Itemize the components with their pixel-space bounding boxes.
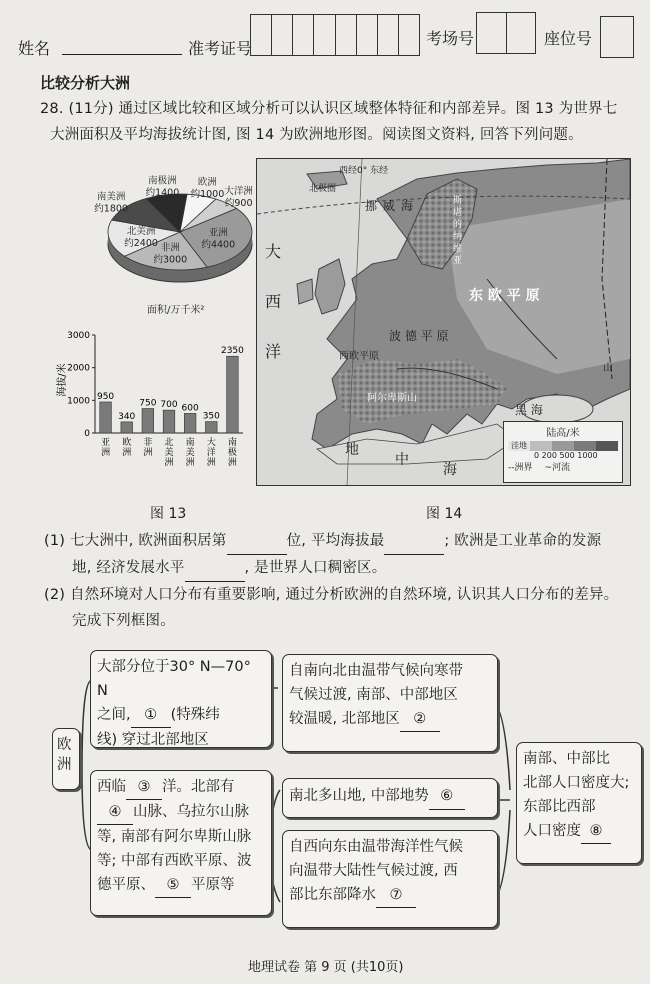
map-label-atlantic-1: 大	[265, 242, 282, 261]
bar-value-label-0: 950	[96, 391, 115, 402]
frame-box-terrain: 西临 ③ 洋。北部有 ④ 山脉、乌拉尔山脉 等, 南部有阿尔卑斯山脉 等; 中部有西欧平原、波 德平原、 ⑤ 平原等	[90, 770, 272, 916]
map-label-alps: 阿尔卑斯山	[367, 393, 417, 404]
blank-7[interactable]: ⑦	[376, 883, 416, 908]
frame-box-population: 南部、中部比 北部人口密度大; 东部比西部 人口密度 ⑧	[516, 742, 642, 864]
bar-y-axis-label: 海拔/米	[57, 363, 68, 397]
blank-1[interactable]: ①	[131, 703, 171, 728]
bar-y-tick-0: 3000	[67, 331, 90, 341]
map-label-polish-german-plain: 波 德 平 原	[389, 329, 449, 343]
pie-label-value-0: 约4400	[201, 239, 236, 251]
sub1-text-d: 地, 经济发展水平	[72, 560, 185, 576]
blank-2[interactable]: ②	[400, 707, 440, 732]
pie-label-name-2: 北美洲	[126, 225, 156, 237]
bar-y-tick-1: 2000	[67, 363, 90, 374]
blank-6[interactable]: ⑥	[429, 783, 465, 810]
map-label-west-european-plain: 西欧平原	[339, 351, 379, 362]
frame-box-europe: 欧洲	[52, 728, 80, 790]
b1-line-3: 线) 穿过北部地区	[97, 732, 209, 748]
bar-1	[121, 422, 133, 433]
pie-label-name-4: 南极洲	[148, 175, 177, 187]
map-label-east-european-plain: 东 欧 平 原	[469, 288, 540, 304]
sub1-text-c: ; 欧洲是工业革命的发源	[444, 533, 602, 549]
seat-boxes[interactable]	[600, 16, 634, 58]
pie-label-value-3: 约1800	[94, 203, 128, 215]
bar-value-label-6: 2350	[220, 346, 244, 357]
pie-label-value-4: 约1400	[145, 187, 180, 199]
bar-chart	[55, 325, 255, 475]
map-label-arctic-circle: 北极圈	[309, 184, 337, 194]
sub1-text-b: 位, 平均海拔最	[286, 533, 385, 549]
bar-category-label-2: 非洲	[143, 438, 153, 458]
europe-map	[256, 158, 631, 486]
b1-line-1: 大部分位于30° N—70° N	[97, 659, 251, 699]
legend-title: 陆高/米	[546, 428, 580, 439]
pie-label-name-1: 非洲	[160, 242, 180, 254]
sub-question-1	[44, 528, 644, 582]
figure-13-caption: 图 13	[150, 506, 187, 522]
map-label-atlantic-3: 洋	[265, 342, 282, 361]
sub1-blank-elevation[interactable]	[384, 528, 444, 555]
pie-label-value-1: 约3000	[153, 254, 188, 266]
bar-value-label-5: 350	[202, 411, 220, 422]
pie-label-value-6: 约900	[224, 197, 253, 209]
bar-4	[184, 413, 196, 433]
map-label-longitude: 西经0° 东经	[339, 166, 389, 176]
map-label-norway-sea: 挪威海	[365, 199, 420, 213]
legend-color-scale	[508, 441, 618, 451]
figure-14-caption: 图 14	[426, 506, 463, 522]
bar-y-tick-3: 0	[84, 429, 90, 439]
question-line-2: 大洲面积及平均海拔统计图, 图 14 为欧洲地形图。阅读图文资料, 回答下列问题。	[50, 127, 583, 143]
sub-question-2	[44, 582, 650, 634]
bar-category-label-6: 南极洲	[227, 438, 237, 468]
map-label-atlantic-2: 西	[265, 292, 282, 311]
legend-boundary: 洲界	[514, 463, 533, 473]
sub2-line-2: 完成下列框图。	[72, 613, 175, 629]
bar-y-tick-2: 1000	[67, 396, 90, 407]
pie-chart	[55, 170, 255, 320]
map-label-med-1: 地	[345, 442, 359, 458]
name-label: 姓名	[18, 39, 51, 58]
section-title: 比较分析大洲	[40, 74, 131, 92]
room-label: 考场号	[426, 29, 475, 48]
bar-value-label-1: 340	[118, 411, 136, 422]
map-label-scandinavia: 斯 堪 的 纳 维 亚	[453, 196, 463, 266]
map-label-black-sea: 黑 海	[515, 403, 543, 417]
sub1-blank-economy[interactable]	[185, 555, 245, 582]
bar-category-label-3: 北美洲	[164, 438, 174, 468]
blank-8[interactable]: ⑧	[581, 819, 611, 844]
frame-box-climate-we: 自西向东由温带海洋性气候 向温带大陆性气候过渡, 西 部比东部降水 ⑦	[282, 830, 498, 928]
blank-5[interactable]: ⑤	[155, 873, 191, 898]
bar-2	[142, 409, 154, 434]
frame-box-latitude: 大部分位于30° N—70° N 之间, ① (特殊纬 线) 穿过北部地区	[90, 650, 272, 748]
map-label-med-3: 海	[443, 462, 457, 478]
bar-5	[205, 422, 217, 433]
bar-category-label-1: 欧洲	[122, 438, 132, 458]
legend-lowland: 洼地	[508, 441, 530, 451]
pie-label-name-0: 亚洲	[208, 227, 228, 239]
sub1-text-a: (1) 七大洲中, 欧洲面积居第	[44, 533, 227, 549]
exam-id-boxes[interactable]	[250, 14, 420, 56]
frame-box-climate-ns: 自南向北由温带气候向寒带 气候过渡, 南部、中部地区 较温暖, 北部地区 ②	[282, 654, 498, 752]
bar-6	[227, 356, 239, 433]
legend-river: 河流	[552, 463, 571, 473]
bar-value-label-4: 600	[181, 403, 199, 414]
bar-value-label-2: 750	[139, 398, 157, 409]
map-label-caucasus: 山	[603, 363, 613, 374]
sub1-blank-rank[interactable]	[227, 528, 287, 555]
bar-category-label-0: 亚洲	[101, 438, 111, 458]
frame-box-relief: 南北多山地, 中部地势 ⑥	[282, 778, 498, 818]
bar-category-label-5: 大洋洲	[206, 438, 216, 468]
pie-unit-label: 面积/万千米²	[147, 305, 205, 316]
bar-3	[163, 410, 175, 433]
seat-label: 座位号	[544, 29, 593, 48]
bar-0	[100, 402, 112, 433]
map-label-med-2: 中	[395, 452, 409, 468]
pie-label-value-2: 约2400	[124, 237, 158, 249]
name-field[interactable]	[62, 36, 182, 55]
map-legend: 陆高/米 洼地 0 200 500 1000 --洲界 ~河流	[503, 421, 623, 483]
bar-category-label-4: 南美洲	[185, 438, 195, 468]
room-boxes[interactable]	[476, 12, 536, 54]
pie-label-name-3: 南美洲	[96, 191, 126, 203]
sub2-line-1: (2) 自然环境对人口分布有重要影响, 通过分析欧洲的自然环境, 认识其人口分布的差异。	[44, 587, 619, 603]
blank-4[interactable]: ④	[97, 800, 133, 825]
great-britain	[315, 259, 345, 314]
blank-3[interactable]: ③	[126, 775, 162, 800]
page-footer: 地理试卷 第 9 页 (共10页)	[248, 960, 404, 975]
pie-label-value-5: 约1000	[190, 188, 225, 200]
exam-id-label: 准考证号	[188, 39, 253, 58]
ireland	[297, 279, 313, 304]
sub1-text-e: , 是世界人口稠密区。	[244, 560, 387, 576]
bar-value-label-3: 700	[160, 400, 178, 411]
question-line-1: 28. (11分) 通过区域比较和区域分析可以认识区域整体特征和内部差异。图 13 为世界七	[40, 101, 618, 117]
legend-ticks: 0 200 500 1000	[534, 451, 598, 460]
pie-label-name-5: 欧洲	[197, 176, 217, 188]
question-stem	[40, 96, 640, 148]
pie-label-name-6: 大洋洲	[224, 185, 253, 197]
